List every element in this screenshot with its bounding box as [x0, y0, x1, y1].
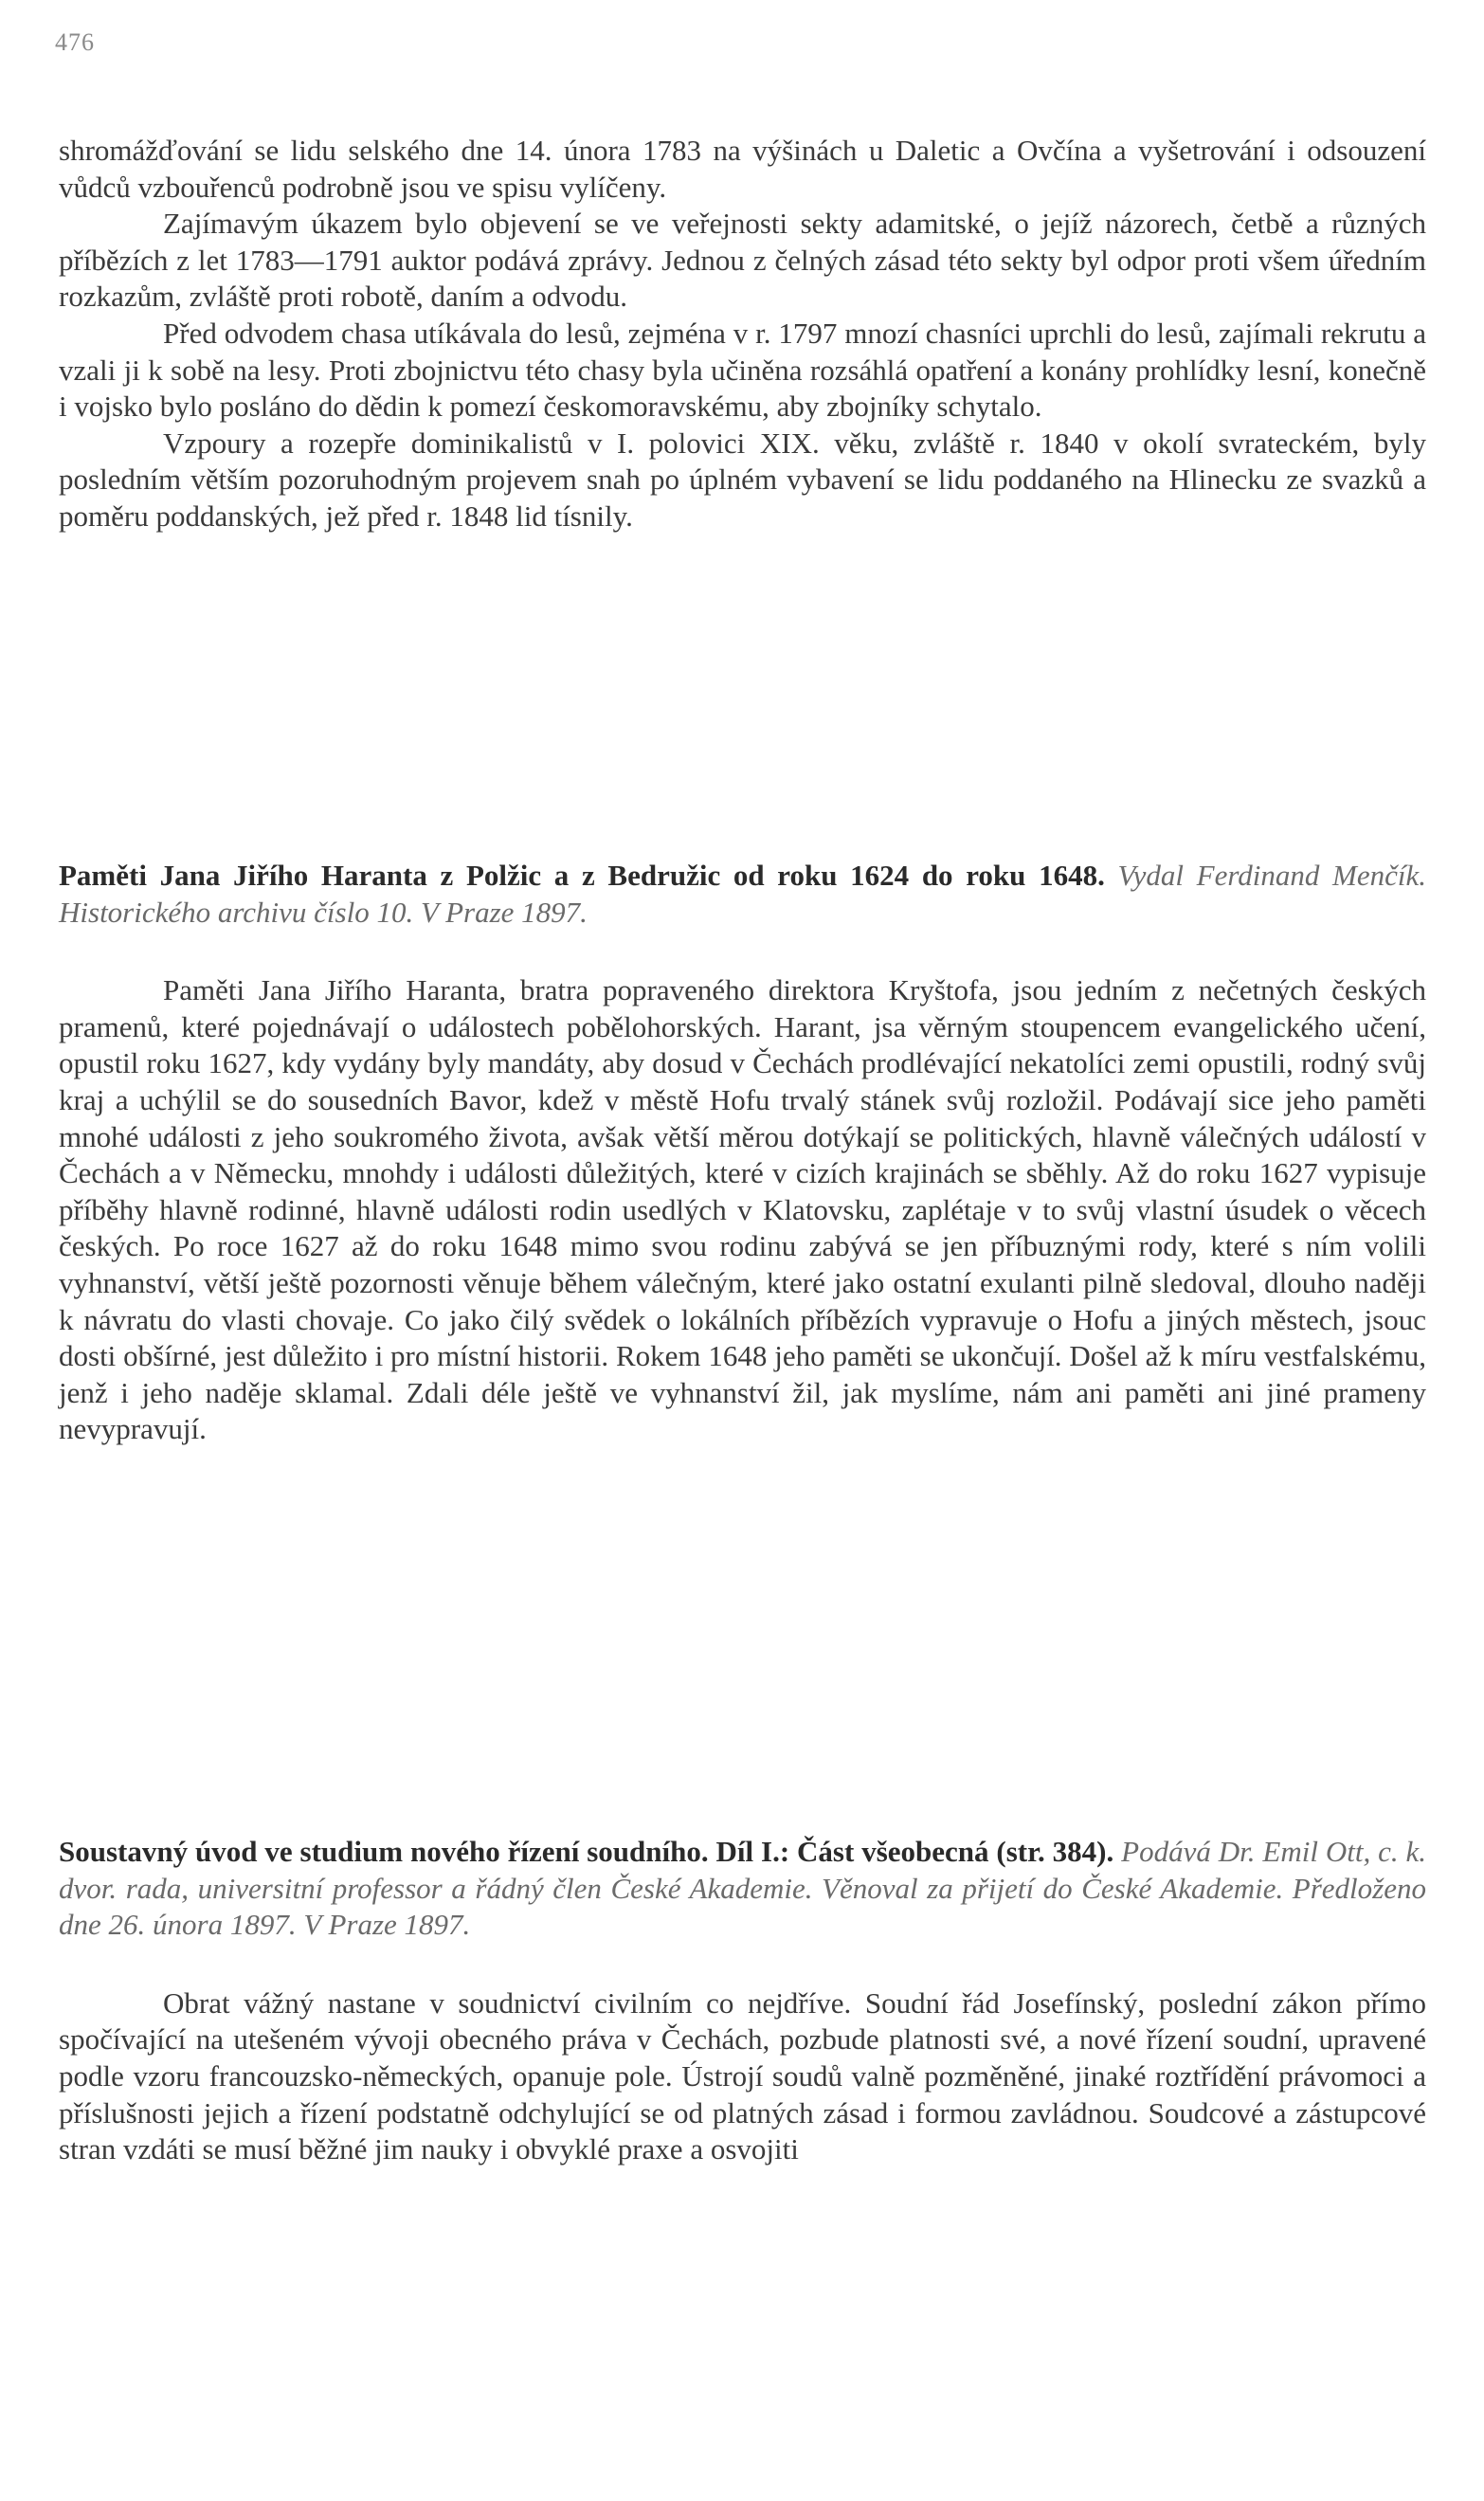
section-harant — [59, 858, 1426, 1448]
book-heading — [59, 858, 1426, 931]
paragraph: Paměti Jana Jiřího Haranta, bratra popraveného direktora Kryštofa, jsou jedním z nečetných českých pramenů, které pojednávají o událostech pobělohorských. Harant, jsa věrným stoupencem evangelického učení, opustil roku 1627, kdy vydány byly mandáty, aby dosud v Čechách prodlévající nekatolíci zemi opustili, rodný svůj kraj a uchýlil se do sousedních Bavor, kdež v městě Hofu trvalý stánek svůj rozložil. Podávají sice jeho paměti mnohé události z jeho soukromého života, avšak větší měrou dotýkají se politických, hlavně válečných událostí v Čechách a v Německu, mnohdy i události důležitých, které v cizích krajinách se sběhly. Až do roku 1627 vypisuje příběhy hlavně rodinné, hlavně události rodin usedlých v Klatovsku, zaplétaje v to svůj vlastní úsudek o věcech českých. Po roce 1627 až do roku 1648 mimo svou rodinu zabývá se jen příbuznými rody, které s ním volili vyhnanství, větší ještě pozornosti věnuje během válečným, které jako ostatní exulanti pilně sledoval, dlouho naději k návratu do vlasti chovaje. Co jako čilý svědek o lokálních příbězích vypravuje o Hofu a jiných městech, jsouc dosti obšírné, jest důležito i pro místní historii. Rokem 1648 jeho paměti se ukončují. Došel až k míru vestfalskému, jenž i jeho naděje sklamal. Zdali déle ještě ve vyhnanství žil, jak myslíme, nám ani paměti ani jiné prameny nevypravují. — [59, 973, 1426, 1446]
book-subtitle: Podává Dr. Emil Ott, c. k. dvor. rada, universitní professor a řádný člen České Akademie. Věnoval za přijetí do České Akademie. Předloženo dne 26. února 1897. V Praze 1897. — [59, 1835, 1426, 1942]
paragraph: Před odvodem chasa utíkávala do lesů, zejména v r. 1797 mnozí chasníci uprchli do lesů, zajímali rekrutu a vzali ji k sobě na lesy. Proti zbojnictvu této chasy byla učiněna rozsáhlá opatření a konány prohlídky lesní, konečně i vojsko bylo posláno do dědin k pomezí českomoravskému, aby zbojníky schytalo. — [59, 316, 1426, 424]
section-court-procedure — [59, 1834, 1426, 2168]
book-subtitle: Vydal Ferdinand Menčík. Historického archivu číslo 10. V Praze 1897. — [59, 859, 1426, 929]
paragraph: Vzpoury a rozepře dominikalistů v I. polovici XIX. věku, zvláště r. 1840 v okolí svrateckém, byly posledním větším pozoruhodným projevem snah po úplném vybavení se lidu poddaného na Hlinecku ze svazků a poměru poddanských, jež před r. 1848 lid tísnily. — [59, 426, 1426, 533]
paragraph: shromážďování se lidu selského dne 14. února 1783 na výšinách u Daletic a Ovčína a vyšetrování i odsouzení vůdců vzbouřenců podrobně jsou ve spisu vylíčeny. — [59, 134, 1426, 204]
book-title: Soustavný úvod ve studium nového řízení soudního. Díl I.: Část všeobecná (str. 384). — [59, 1835, 1122, 1868]
paragraph: Obrat vážný nastane v soudnictví civilním co nejdříve. Soudní řád Josefínský, poslední zákon přímo spočívající na utešeném vývoji obecného práva v Čechách, pozbude platnosti své, a nové řízení soudní, upravené podle vzoru francouzsko-německých, opanuje pole. Ústrojí soudů valně pozměněné, jinaké roztřídění právomoci a příslušnosti jejich a řízení podstatně odchylující se od platných zásad i formou zavládnou. Soudcové a zástupcové stran vzdáti se musí běžné jim nauky i obvyklé praxe a osvojiti — [59, 1985, 1426, 2166]
page-number: 476 — [55, 28, 95, 56]
book-heading — [59, 1834, 1426, 1944]
book-title: Paměti Jana Jiřího Haranta z Polžic a z Bedružic od roku 1624 do roku 1648. — [59, 859, 1118, 892]
paragraph: Zajímavým úkazem bylo objevení se ve veřejnosti sekty adamitské, o jejíž názorech, četbě a různých příbězích z let 1783—1791 auktor podává zprávy. Jednou z čelných zásad této sekty byl odpor proti všem úředním rozkazům, zvláště proti robotě, daním a odvodu. — [59, 207, 1426, 314]
section-adamites — [59, 133, 1426, 535]
